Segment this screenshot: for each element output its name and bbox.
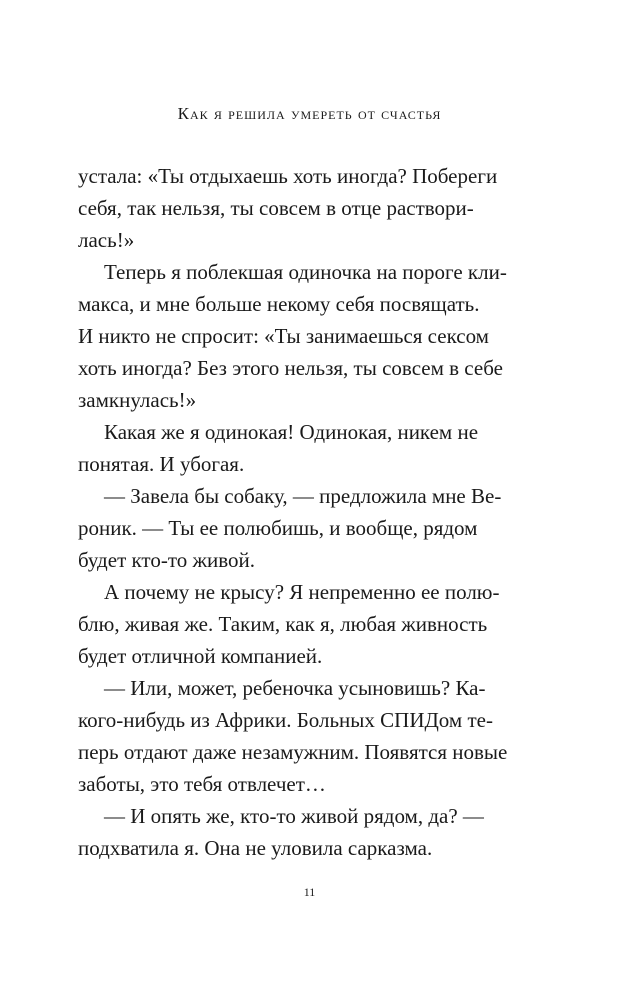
text-line-4: Теперь я поблекшая одиночка на пороге кли- — [104, 260, 507, 284]
text-line-5: макса, и мне больше некому себя посвящать. — [78, 292, 480, 316]
text-line-13: будет кто-то живой. — [78, 548, 255, 572]
text-line-14: А почему не крысу? Я непременно ее полю- — [104, 580, 500, 604]
text-line-12: роник. — Ты ее полюбишь, и вообще, рядом — [78, 516, 478, 540]
text-line-8: замкнулась!» — [78, 388, 197, 412]
text-line-3: лась!» — [78, 228, 135, 252]
text-line-16: будет отличной компанией. — [78, 644, 323, 668]
text-line-17: — Или, может, ребеночка усыновишь? Ка- — [104, 676, 486, 700]
text-line-10: понятая. И убогая. — [78, 452, 245, 476]
text-line-22: подхватила я. Она не уловила сарказма. — [78, 836, 433, 860]
text-line-9: Какая же я одинокая! Одинокая, никем не — [104, 420, 479, 444]
text-line-21: — И опять же, кто-то живой рядом, да? — — [104, 804, 484, 828]
text-line-18: кого-нибудь из Африки. Больных СПИДом те- — [78, 708, 493, 732]
text-line-20: заботы, это тебя отвлечет… — [78, 772, 326, 796]
text-line-11: — Завела бы собаку, — предложила мне Ве- — [104, 484, 502, 508]
text-line-19: перь отдают даже незамужним. Появятся новые — [78, 740, 508, 764]
running-head: Как я решила умереть от счастья — [177, 104, 442, 123]
page-number: 11 — [303, 885, 316, 899]
text-line-1: устала: «Ты отдыхаешь хоть иногда? Побереги — [78, 164, 498, 188]
text-line-15: блю, живая же. Таким, как я, любая живность — [78, 612, 488, 636]
text-line-2: себя, так нельзя, ты совсем в отце раствори- — [78, 196, 474, 220]
text-line-6: И никто не спросит: «Ты занимаешься сексом — [78, 324, 489, 348]
text-line-7: хоть иногда? Без этого нельзя, ты совсем в себе — [78, 356, 503, 380]
